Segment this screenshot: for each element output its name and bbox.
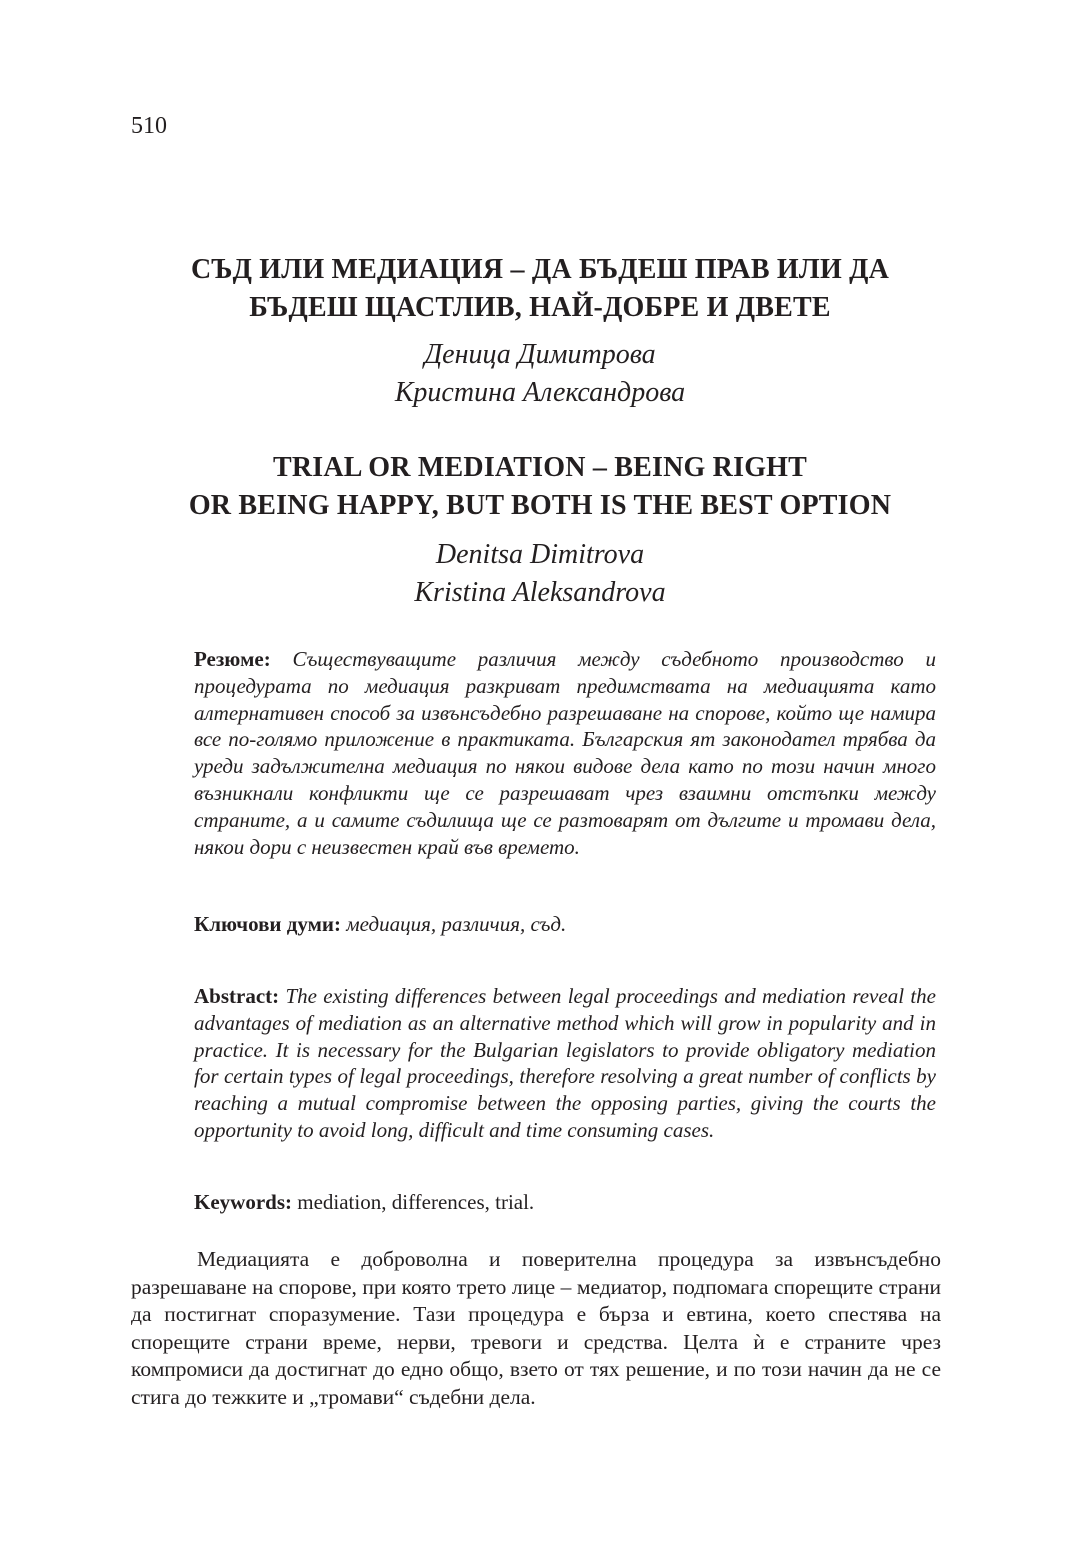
abstract-label: Резюме:	[194, 647, 271, 671]
authors-english	[0, 536, 1080, 612]
abstract-english	[194, 983, 936, 1144]
keywords-text: медиация, различия, съд.	[346, 912, 567, 936]
abstract-text: The existing differences between legal proceedings and mediation reveal the advantages of mediation as an alternative method which will grow in popularity and in practice. It is necessary for the Bulgarian legislators to provide obligatory mediation for certain types of legal proceedings, therefore resolving a great number of conflicts by reaching a mutual compromise between the opposing parties, giving the courts the opportunity to avoid long, difficult and time consuming cases.	[194, 984, 936, 1142]
title-english	[0, 449, 1080, 525]
keywords-english	[194, 1189, 936, 1216]
title-english-line-2: OR BEING HAPPY, BUT BOTH IS THE BEST OPTION	[188, 490, 892, 521]
author-name: Denitsa Dimitrova	[435, 539, 645, 570]
keywords-text: mediation, differences, trial.	[297, 1190, 535, 1214]
author-name: Деница Димитрова	[424, 339, 656, 370]
body-paragraph: Медиацията е доброволна и поверителна процедура за извънсъдебно разрешаване на спорове, при която трето лице – медиатор, подпомага спорещите страни да постигнат споразумение. Тази процедура е бърза и евтина, което спестява на спорещите страни време, нерви, тревоги и средства. Целта ѝ е страните чрез компромиси да достигнат до едно общо, взето от тях решение, и по този начин да не се стига до тежките и „тромави“ съдебни дела.	[131, 1247, 941, 1409]
authors-bulgarian	[0, 336, 1080, 412]
author-name: Kristina Aleksandrova	[414, 577, 666, 608]
title-english-line-1: TRIAL OR MEDIATION – BEING RIGHT	[272, 452, 808, 483]
abstract-label: Abstract:	[194, 984, 280, 1008]
author-name: Кристина Александрова	[394, 377, 686, 408]
title-bulgarian-line-2: БЪДЕШ ЩАСТЛИВ, НАЙ-ДОБРЕ И ДВЕТЕ	[249, 292, 831, 323]
abstract-text: Съществуващите различия между съдебното производство и процедурата по медиация разкриват предимствата на медиацията като алтернативен способ за извънсъдебно разрешаване на спорове, който ще намира все по-голямо приложение в практиката. Българския ят законодател трябва да уреди задължителна медиация по някои видове дела като по този начин много възникнали конфликти ще се разрешават чрез взаимни отстъпки между страните, а и самите съдилища ще се разтоварят от дългите и тромави дела, някои дори с неизвестен край във времето.	[194, 647, 936, 859]
page-number: 510	[131, 113, 167, 139]
title-bulgarian-line-1: СЪД ИЛИ МЕДИАЦИЯ – ДА БЪДЕШ ПРАВ ИЛИ ДА	[190, 254, 890, 285]
keywords-label: Keywords:	[194, 1190, 292, 1214]
abstract-bulgarian	[194, 646, 936, 860]
keywords-bulgarian	[194, 911, 936, 938]
keywords-label: Ключови думи:	[194, 912, 342, 936]
title-bulgarian	[0, 251, 1080, 327]
